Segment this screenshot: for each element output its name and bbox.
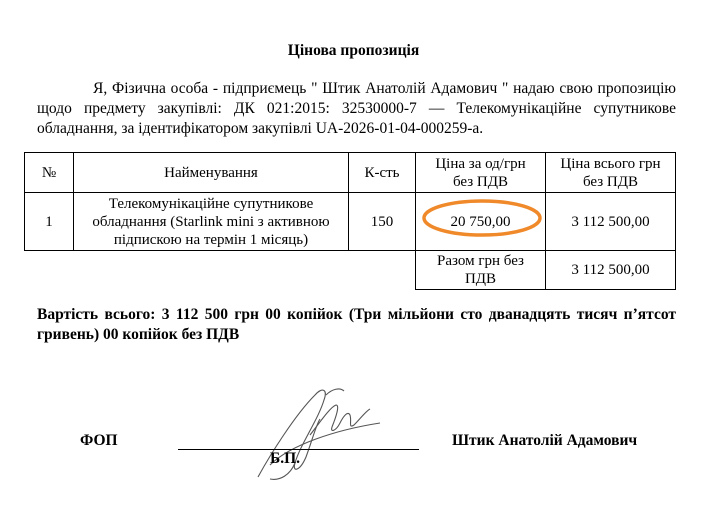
header-qty: К-сть [349, 153, 416, 193]
header-unit-price-line2: без ПДВ [452, 173, 509, 190]
row-name-line3: підпискою на термін 1 місяць) [113, 231, 309, 248]
table-row [25, 193, 676, 251]
header-unit-price [416, 153, 546, 193]
highlight-ellipse-shape [424, 201, 540, 235]
fop-label: ФОП [80, 432, 118, 449]
row-name-line1: Телекомунікаційне супутникове [108, 195, 314, 212]
highlight-ellipse [420, 197, 544, 239]
bp-label: Б.П. [270, 450, 301, 467]
row-name [74, 193, 349, 251]
row-unit-price: 20 750,00 [416, 193, 546, 251]
intro-text: Я, Фізична особа - підприємець " Штик Анатолій Адамович " надаю свою пропозицію щодо предмету закупівлі: ДК 021:2015: 32530000-7 — Телекомунікаційне супутникове обладнання, за ідентифікатором закупівлі UA-2026-01-04-000259-а. [37, 80, 676, 137]
header-name: Найменування [74, 153, 349, 193]
intro-paragraph [37, 79, 676, 139]
signer-name: Штик Анатолій Адамович [452, 432, 638, 449]
header-num: № [25, 153, 74, 193]
signature [240, 375, 390, 485]
row-qty: 150 [349, 193, 416, 251]
header-total-price [546, 153, 676, 193]
header-total-price-line2: без ПДВ [582, 173, 639, 190]
table-header-row [25, 153, 676, 193]
header-total-price-line1: Ціна всього грн [560, 155, 661, 172]
row-num: 1 [25, 193, 74, 251]
summary-row [25, 251, 676, 290]
summary-label [416, 251, 546, 290]
summary-empty [25, 251, 416, 290]
price-table [24, 152, 676, 290]
summary-value: 3 112 500,00 [546, 251, 676, 290]
total-text: Вартість всього: 3 112 500 грн 00 копійок (Три мільйони сто дванадцять тисяч п’ятсот гривень) 00 копійок без ПДВ [37, 306, 676, 343]
row-name-line2: обладнання (Starlink mini з активною [92, 213, 330, 230]
summary-label-line2: ПДВ [464, 271, 497, 287]
header-unit-price-line1: Ціна за од/грн [435, 155, 526, 172]
document-title: Цінова пропозиція [287, 42, 420, 59]
summary-label-line1: Разом грн без [437, 253, 524, 269]
row-total-price: 3 112 500,00 [546, 193, 676, 251]
